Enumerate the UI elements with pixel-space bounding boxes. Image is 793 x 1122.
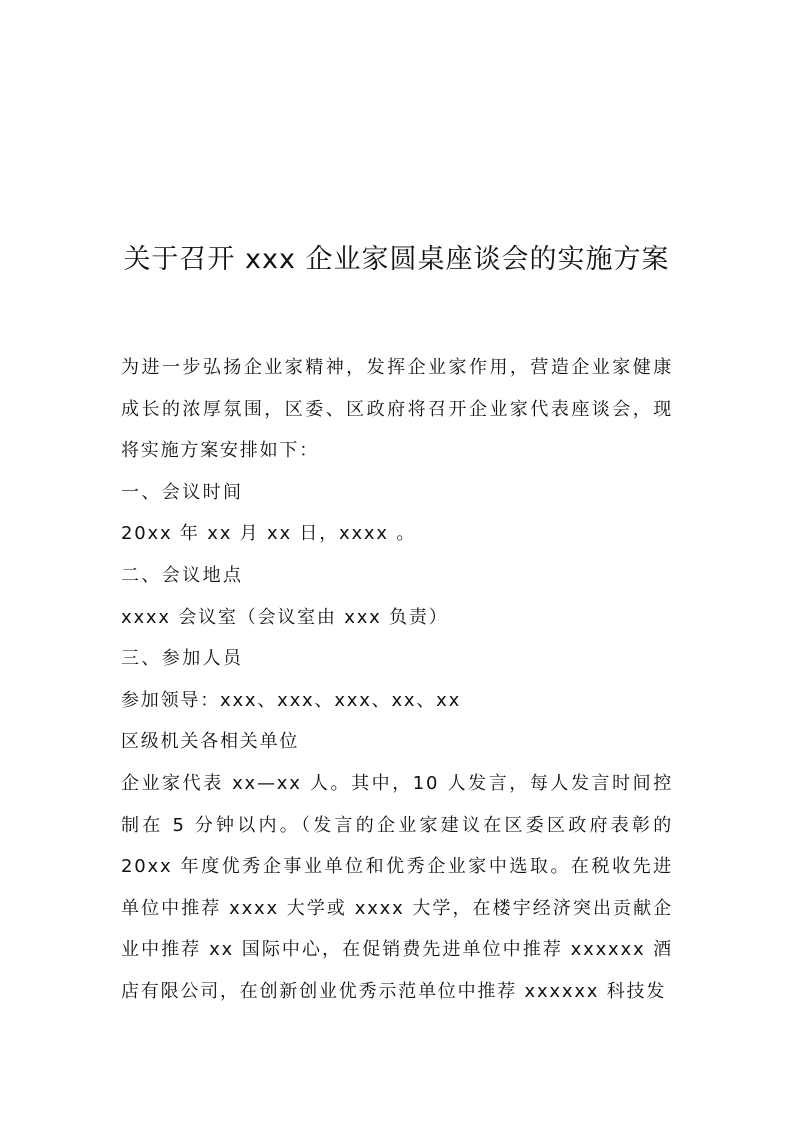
- document-title: 关于召开 xxx 企业家圆桌座谈会的实施方案: [123, 244, 670, 275]
- section-heading-participants: 三、参加人员: [121, 648, 244, 670]
- intro-paragraph: 为进一步弘扬企业家精神，发挥企业家作用，营造企业家健康成长的浓厚氛围，区委、区政府将召开企业家代表座谈会，现将实施方案安排如下：: [121, 357, 673, 462]
- meeting-time-text: 20xx 年 xx 月 xx 日，xxxx 。: [121, 523, 417, 545]
- meeting-location-text: xxxx 会议室（会议室由 xxx 负责）: [121, 606, 449, 628]
- participant-units-text: 区级机关各相关单位: [121, 731, 300, 753]
- entrepreneur-representatives-paragraph: 企业家代表 xx—xx 人。其中，10 人发言，每人发言时间控制在 5 分钟以内。（发言的企业家建议在区委区政府表彰的 20xx 年度优秀企事业单位和优秀企业家中选取。在税收先进单位中推荐 xxxx 大学或 xxxx 大学，在楼宇经济突出贡献企业中推荐 xx 国际中心，在促销费先进单位中推荐 xxxxxx 酒店有限公司，在创新创业优秀示范单位中推荐 xxxxxx 科技发: [121, 772, 673, 1002]
- section-heading-time: 一、会议时间: [121, 481, 244, 503]
- participant-leaders-text: 参加领导：xxx、xxx、xxx、xx、xx: [121, 689, 462, 711]
- document-body: [121, 347, 673, 1013]
- section-heading-location: 二、会议地点: [121, 564, 244, 586]
